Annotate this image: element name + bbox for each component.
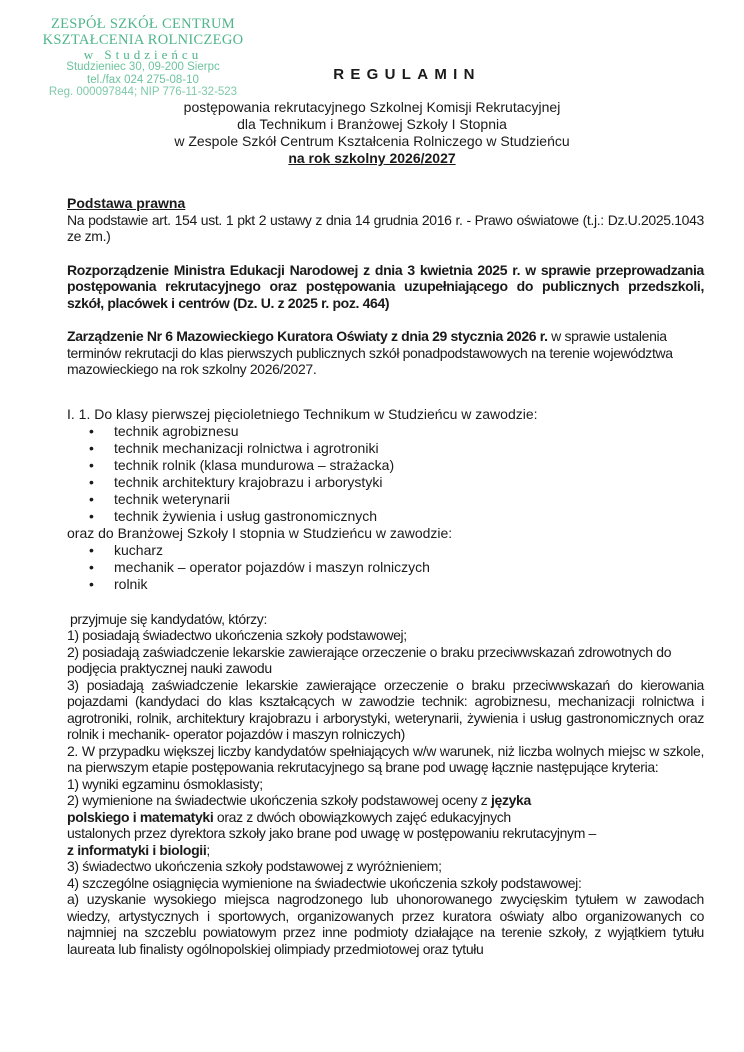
document-subtitle <box>0 99 744 167</box>
criteria-2: 2) wymienione na świadectwie ukończenia szkoły podstawowej oceny z języka <box>67 792 531 808</box>
subtitle-line-1: postępowania rekrutacyjnego Szkolnej Komisji Rekrutacyjnej <box>183 99 561 115</box>
list-item: • technik mechanizacji rolnictwa i agrotroniki <box>89 439 379 456</box>
branzowa-intro: oraz do Branżowej Szkoły I stopnia w Studzieńcu w zawodzie: <box>67 524 453 541</box>
branzowa-professions-list <box>67 542 704 593</box>
bullet-icon: • <box>89 490 94 507</box>
bullet-icon: • <box>89 558 94 575</box>
subtitle-line-2: dla Technikum i Branżowej Szkoły I Stopnia <box>237 116 507 132</box>
order-rest: w sprawie ustalenia terminów rekrutacji do klas pierwszych publicznych szkół ponadpodstawowych na terenie województwa mazowieckiego na rok szkolny 2026/2027. <box>67 328 673 377</box>
criteria-3: 3) świadectwo ukończenia szkoły podstawowej z wyróżnieniem; <box>67 858 442 874</box>
technikum-professions-list <box>67 423 704 525</box>
list-item: • kucharz <box>89 541 164 558</box>
bullet-icon: • <box>89 575 94 592</box>
stamp-address: Studzieniec 30, 09-200 Sierpc <box>66 61 220 73</box>
list-item: • technik rolnik (klasa mundurowa – strażacka) <box>89 456 395 473</box>
stamp-line-3: w Studzieńcu <box>83 47 203 62</box>
list-item: • mechanik – operator pojazdów i maszyn rolniczych <box>89 558 430 575</box>
criteria-2-cont: polskiego i matematyki oraz z dwóch obowiązkowych zajęć edukacyjnych <box>67 808 511 825</box>
bullet-icon: • <box>89 456 94 473</box>
condition-2: 2) posiadają zaświadczenie lekarskie zawierające orzeczenie o braku przeciwwskazań zdrowotnych do podjęcia praktycznej nauki zawodu <box>67 643 672 676</box>
list-item: • technik żywienia i usług gastronomicznych <box>89 507 378 524</box>
document-title: REGULAMIN <box>333 66 481 83</box>
bullet-icon: • <box>89 422 94 439</box>
bullet-icon: • <box>89 473 94 490</box>
criteria-2-cont2: ustalonych przez dyrektora szkoły jako brane pod uwagę w postępowaniu rekrutacyjnym – <box>67 825 596 841</box>
subtitle-line-3: w Zespole Szkół Centrum Kształcenia Rolniczego w Studzieńcu <box>174 133 570 149</box>
stamp-line-2: KSZTAŁCENIA ROLNICZEGO <box>42 31 244 48</box>
list-item: • technik weterynarii <box>89 490 230 507</box>
criteria-1: 1) wyniki egzaminu ósmoklasisty; <box>67 775 263 792</box>
section1-intro: I. 1. Do klasy pierwszej pięcioletniego Technikum w Studzieńcu w zawodzie: <box>67 405 538 422</box>
bullet-icon: • <box>89 439 94 456</box>
bullet-icon: • <box>89 541 94 558</box>
bullet-icon: • <box>89 507 94 524</box>
stamp-registration: Reg. 000097844; NIP 776-11-32-523 <box>48 86 238 98</box>
section2-intro: 2. W przypadku większej liczby kandydatów spełniających w/w warunek, niż liczba wolnych miejsc w szkole, na pierwszym etapie postępowania rekrutacyjnego są brane pod uwagę łącznie następujące kryteria: <box>67 742 704 775</box>
legal-basis-text: Na podstawie art. 154 ust. 1 pkt 2 ustawy z dnia 14 grudnia 2016 r. - Prawo oświatowe (t.j.: Dz.U.2025.1043 ze zm.) <box>67 211 704 244</box>
stamp-phone: tel./fax 024 275-08-10 <box>87 73 199 86</box>
condition-1: 1) posiadają świadectwo ukończenia szkoły podstawowej; <box>67 627 407 643</box>
list-item: • technik agrobiznesu <box>89 422 239 439</box>
legal-basis-heading: Podstawa prawna <box>67 195 186 211</box>
stamp-line-1: ZESPÓŁ SZKÓŁ CENTRUM <box>50 16 236 32</box>
order-bold: Zarządzenie Nr 6 Mazowieckiego Kuratora Oświaty z dnia 29 stycznia 2026 r. <box>67 328 548 344</box>
regulation-text: Rozporządzenie Ministra Edukacji Narodowej z dnia 3 kwietnia 2025 r. w sprawie przeprowadzania postępowania rekrutacyjnego oraz postępowania uzupełniającego do publicznych przedszkoli, szkół, placówek i centrów (Dz. U. z 2025 r. poz. 464) <box>67 261 704 311</box>
condition-3: 3) posiadają zaświadczenie lekarskie zawierające orzeczenie o braku przeciwwskazań do kierowania pojazdami (kandydaci do klas kształcących w zawodzie technik: agrobiznesu, mechanizacji rolnictwa i agrotroniki, rolnik, architektury krajobrazu i arborystyki, weterynarii, żywienia i usług gastronomicznych oraz rolnik i mechanik- operator pojazdów i maszyn rolniczych) <box>67 676 704 742</box>
document-body <box>67 195 704 957</box>
school-year: na rok szkolny 2026/2027 <box>288 150 456 166</box>
school-stamp <box>18 17 268 99</box>
criteria-4a: a) uzyskanie wysokiego miejsca nagrodzonego lub uhonorowanego zwycięskim tytułem w zawodach wiedzy, artystycznych i sportowych, organizowanych przez kuratora oświaty albo organizowanych co najmniej na szczeblu powiatowym przez inne podmioty działające na terenie szkoły, z wyjątkiem tytułu laureata lub finalisty ogólnopolskiej olimpiady przedmiotowej oraz tytułu <box>67 891 704 957</box>
criteria-4: 4) szczególne osiągnięcia wymienione na świadectwie ukończenia szkoły podstawowej: <box>67 874 582 891</box>
list-item: • technik architektury krajobrazu i arborystyki <box>89 473 383 490</box>
order-text <box>67 328 704 378</box>
list-item: • rolnik <box>89 575 148 592</box>
criteria-2-subjects: z informatyki i biologii; <box>67 841 210 858</box>
accept-intro: przyjmuje się kandydatów, którzy: <box>70 610 267 627</box>
